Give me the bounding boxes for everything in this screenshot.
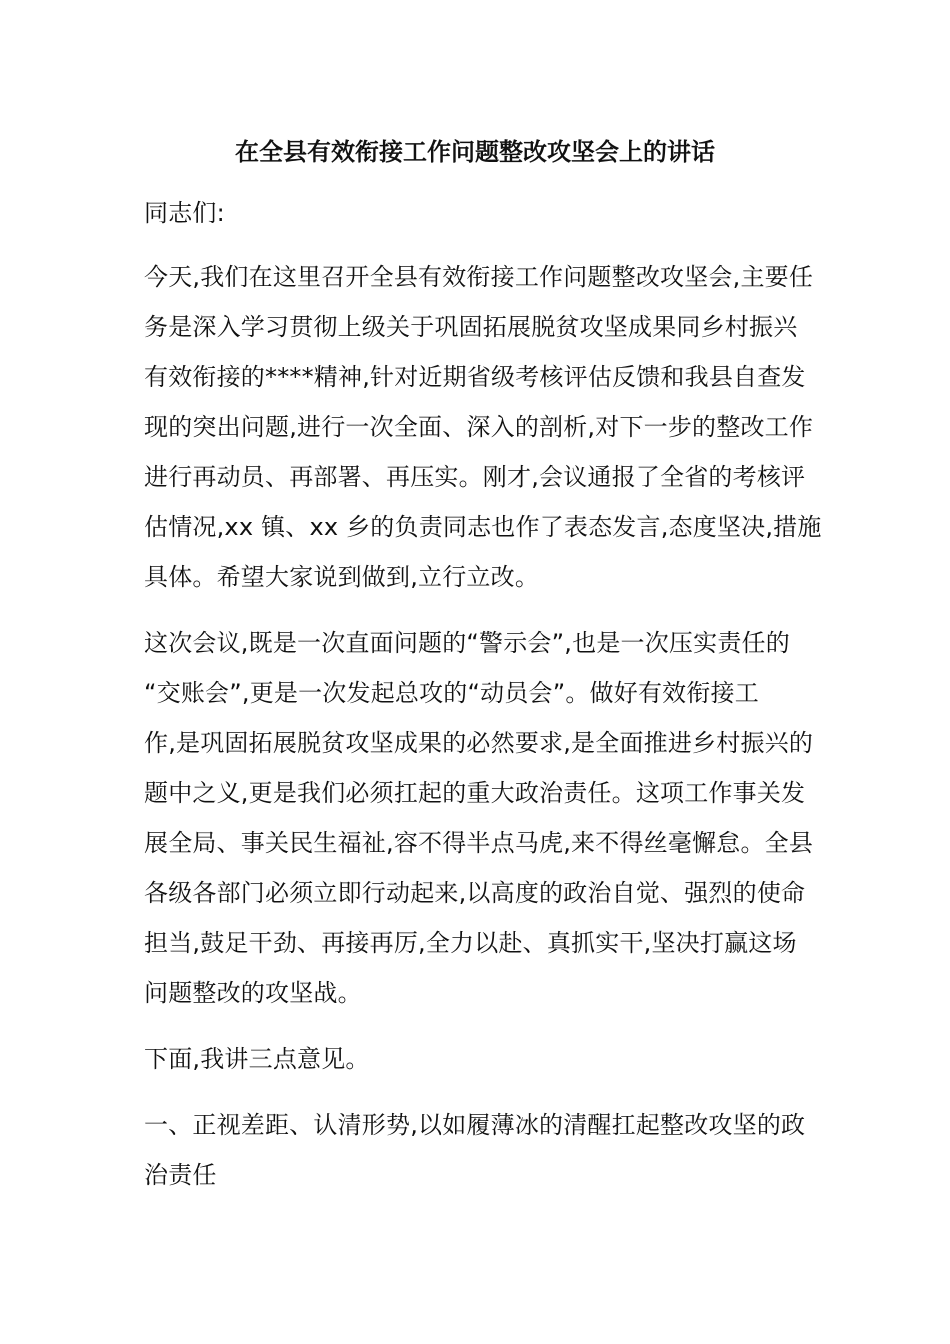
paragraph-line: 问题整改的攻坚战。: [144, 979, 362, 1007]
paragraph-line: 作,是巩固拓展脱贫攻坚成果的必然要求,是全面推进乡村振兴的: [144, 729, 814, 757]
paragraph-line: 各级各部门必须立即行动起来,以高度的政治自觉、强烈的使命: [144, 879, 806, 907]
document-title: 在全县有效衔接工作问题整改攻坚会上的讲话: [235, 138, 715, 166]
paragraph-line: 有效衔接的****精神,针对近期省级考核评估反馈和我县自查发: [144, 363, 806, 391]
paragraph-line: 一、正视差距、认清形势,以如履薄冰的清醒扛起整改攻坚的政: [144, 1111, 806, 1139]
paragraph-meeting: [144, 618, 814, 1018]
greeting: 同志们:: [144, 199, 225, 227]
section-heading-one: [144, 1100, 806, 1200]
paragraph-opening: [144, 252, 822, 602]
paragraph-line: “交账会”,更是一次发起总攻的“动员会”。做好有效衔接工: [144, 679, 759, 707]
document-body: [144, 188, 822, 1216]
paragraph-line: 题中之义,更是我们必须扛起的重大政治责任。这项工作事关发: [144, 779, 806, 807]
paragraph-intro-points: [144, 1034, 806, 1084]
paragraph-line: 这次会议,既是一次直面问题的“警示会”,也是一次压实责任的: [144, 629, 790, 657]
paragraph-line: 治责任: [144, 1161, 217, 1189]
paragraph-line: 具体。希望大家说到做到,立行立改。: [144, 563, 540, 591]
paragraph-line: 担当,鼓足干劲、再接再厉,全力以赴、真抓实干,坚决打赢这场: [144, 929, 797, 957]
paragraph-line: 今天,我们在这里召开全县有效衔接工作问题整改攻坚会,主要任: [144, 263, 814, 291]
paragraph-line: 展全局、事关民生福祉,容不得半点马虎,来不得丝毫懈怠。全县: [144, 829, 814, 857]
paragraph-line: 估情况,xx 镇、xx 乡的负责同志也作了表态发言,态度坚决,措施: [144, 513, 822, 541]
paragraph-line: 进行再动员、再部署、再压实。刚才,会议通报了全省的考核评: [144, 463, 806, 491]
paragraph-line: 下面,我讲三点意见。: [144, 1045, 370, 1073]
paragraph-line: 务是深入学习贯彻上级关于巩固拓展脱贫攻坚成果同乡村振兴: [144, 313, 798, 341]
paragraph-line: 现的突出问题,进行一次全面、深入的剖析,对下一步的整改工作: [144, 413, 814, 441]
